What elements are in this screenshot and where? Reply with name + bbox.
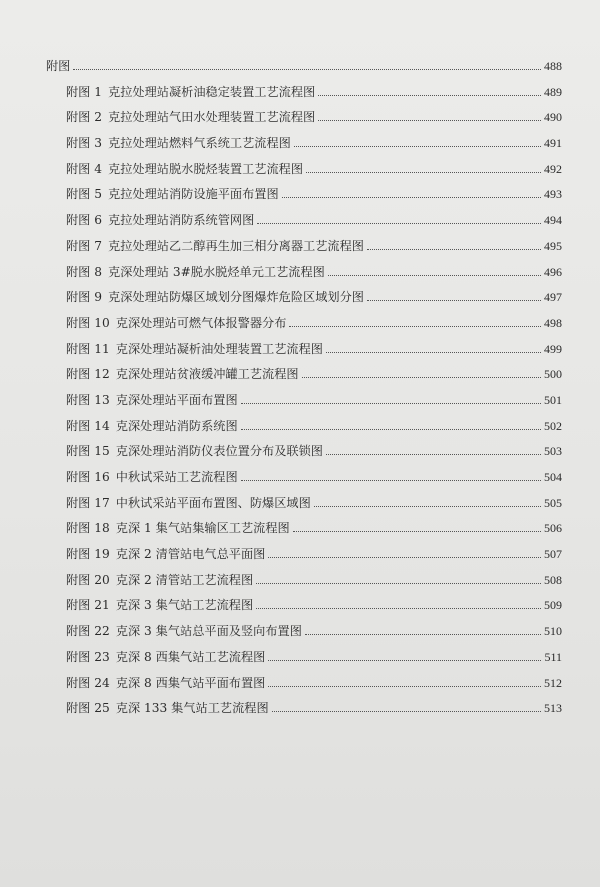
page-number: 507: [544, 547, 562, 562]
figure-title: 克深 133 集气站工艺流程图: [115, 701, 269, 716]
dot-leader: [326, 453, 541, 455]
figure-number: 附图 13: [66, 392, 110, 407]
dot-leader: [367, 299, 541, 301]
dot-leader: [318, 119, 541, 121]
toc-entry-label: [66, 187, 279, 201]
toc-entry[interactable]: [46, 458, 562, 484]
figure-number: 附图 4: [66, 161, 103, 176]
figure-title: 克深处理站防爆区域划分图爆炸危险区域划分图: [108, 290, 364, 305]
toc-entry-label: [66, 136, 291, 150]
toc-entry-label: [66, 624, 302, 638]
dot-leader: [268, 685, 541, 687]
figure-number: 附图 11: [66, 341, 110, 356]
toc-entry-label: [66, 342, 323, 356]
figure-title: 克深处理站消防系统图: [115, 418, 238, 433]
toc-entry[interactable]: [46, 381, 562, 407]
toc-entry-label: [66, 547, 265, 561]
figure-number: 附图 7: [66, 238, 103, 253]
dot-leader: [241, 428, 541, 430]
page-number: 496: [544, 264, 562, 279]
toc-entry[interactable]: [46, 535, 562, 561]
page-number: 494: [544, 213, 562, 228]
page-number: 504: [544, 470, 562, 484]
toc-entry[interactable]: [46, 664, 562, 690]
toc-entry-label: [66, 265, 325, 279]
toc-entry[interactable]: [46, 73, 562, 99]
toc-entry-label: [66, 444, 323, 458]
figure-number: 附图 20: [66, 572, 110, 587]
toc-entry-label: [66, 367, 299, 381]
figure-number: 附图 25: [66, 701, 110, 716]
figure-number: 附图 15: [66, 444, 110, 459]
dot-leader: [272, 710, 541, 712]
figure-title: 克深 1 集气站集输区工艺流程图: [115, 521, 290, 536]
figure-number: 附图 5: [66, 187, 103, 202]
page-number: 509: [544, 598, 562, 613]
dot-leader: [73, 68, 541, 70]
page-number: 490: [544, 110, 562, 125]
figure-number: 附图 10: [66, 315, 110, 330]
figure-title: 克深 8 西集气站工艺流程图: [115, 649, 266, 664]
toc-entry[interactable]: [46, 510, 562, 536]
dot-leader: [282, 196, 541, 198]
toc-entry[interactable]: [46, 279, 562, 305]
figure-title: 克深处理站消防仪表位置分布及联锁图: [115, 444, 323, 459]
figure-number: 附图 24: [66, 675, 110, 690]
toc-entry[interactable]: [46, 99, 562, 125]
toc-entry-label: [66, 393, 238, 407]
dot-leader: [293, 530, 541, 532]
figure-title: 克深处理站凝析油处理装置工艺流程图: [115, 341, 323, 356]
toc-entry[interactable]: [46, 587, 562, 613]
figure-number: 附图 2: [66, 110, 103, 125]
dot-leader: [302, 376, 541, 378]
toc-entry[interactable]: [46, 561, 562, 587]
dot-leader: [367, 248, 541, 250]
toc-entry[interactable]: [46, 150, 562, 176]
dot-leader: [268, 556, 541, 558]
toc-entry[interactable]: [46, 253, 562, 279]
dot-leader: [306, 171, 541, 173]
toc-entry-label: [66, 521, 290, 535]
toc-items-list: [46, 73, 562, 715]
toc-entry-label: [66, 419, 238, 433]
figure-number: 附图 22: [66, 624, 110, 639]
figure-number: 附图 9: [66, 290, 103, 305]
figure-title: 克拉处理站燃料气系统工艺流程图: [108, 136, 291, 151]
toc-entry[interactable]: [46, 407, 562, 433]
toc-entry-label: [66, 110, 315, 124]
toc-entry-label: [66, 650, 265, 664]
dot-leader: [318, 94, 541, 96]
figure-number: 附图 12: [66, 367, 110, 382]
toc-entry[interactable]: [46, 433, 562, 459]
page-number: 503: [544, 444, 562, 459]
figure-number: 附图 19: [66, 547, 110, 562]
page-number: 510: [544, 624, 562, 639]
dot-leader: [241, 479, 541, 481]
figure-number: 附图 23: [66, 649, 110, 664]
figure-number: 附图 8: [66, 264, 103, 279]
toc-entry-label: [66, 470, 238, 484]
toc-header-page: 488: [544, 59, 562, 73]
figure-title: 克拉处理站气田水处理装置工艺流程图: [108, 110, 316, 125]
dot-leader: [241, 402, 541, 404]
toc-entry-label: [66, 316, 286, 330]
toc-entry[interactable]: [46, 690, 562, 716]
toc-entry-label: [66, 676, 265, 690]
dot-leader: [314, 505, 541, 507]
figure-number: 附图 16: [66, 470, 110, 484]
toc-header-label: 附图: [46, 59, 71, 73]
dot-leader: [328, 274, 541, 276]
page-number: 500: [544, 367, 562, 382]
page-number: 512: [544, 675, 562, 690]
dot-leader: [294, 145, 541, 147]
figure-number: 附图 6: [66, 213, 103, 228]
page-number: 498: [544, 315, 562, 330]
page-number: 495: [544, 238, 562, 253]
dot-leader: [289, 325, 541, 327]
toc-entry-label: [66, 213, 254, 227]
figure-title: 克拉处理站凝析油稳定装置工艺流程图: [108, 84, 316, 99]
table-of-contents: [46, 46, 562, 715]
page-number: 492: [544, 161, 562, 176]
figure-title: 克深处理站 3#脱水脱烃单元工艺流程图: [108, 264, 325, 279]
toc-entry-label: [66, 496, 311, 510]
toc-entry-label: [66, 162, 303, 176]
toc-entry[interactable]: [46, 124, 562, 150]
toc-header-row[interactable]: [46, 46, 562, 73]
page-number: 511: [544, 649, 562, 664]
figure-title: 克深处理站可燃气体报警器分布: [115, 315, 287, 330]
toc-entry-label: [66, 701, 269, 715]
page-number: 513: [544, 701, 562, 716]
figure-title: 克拉处理站消防系统管网图: [108, 213, 255, 228]
dot-leader: [326, 351, 541, 353]
toc-entry[interactable]: [46, 176, 562, 202]
figure-title: 中秋试采站平面布置图、防爆区域图: [115, 495, 311, 510]
dot-leader: [305, 633, 541, 635]
figure-title: 克拉处理站乙二醇再生加三相分离器工艺流程图: [108, 238, 364, 253]
figure-title: 克深 2 清管站工艺流程图: [115, 572, 254, 587]
toc-entry-label: [66, 290, 364, 304]
figure-number: 附图 14: [66, 418, 110, 433]
toc-entry[interactable]: [46, 612, 562, 638]
toc-entry[interactable]: [46, 638, 562, 664]
figure-number: 附图 3: [66, 136, 103, 151]
figure-number: 附图 21: [66, 598, 110, 613]
figure-title: 克深 2 清管站电气总平面图: [115, 547, 266, 562]
toc-entry[interactable]: [46, 201, 562, 227]
toc-entry-label: [66, 573, 253, 587]
figure-title: 克深处理站平面布置图: [115, 392, 238, 407]
figure-title: 克拉处理站消防设施平面布置图: [108, 187, 279, 202]
figure-title: 克深 3 集气站工艺流程图: [115, 598, 254, 613]
toc-entry-label: [66, 598, 253, 612]
dot-leader: [268, 659, 541, 661]
figure-number: 附图 1: [66, 84, 103, 99]
page-number: 493: [544, 187, 562, 202]
page-number: 489: [544, 84, 562, 99]
figure-title: 中秋试采站工艺流程图: [115, 470, 238, 484]
toc-entry-label: [66, 239, 364, 253]
page-number: 502: [544, 418, 562, 433]
figure-title: 克深 8 西集气站平面布置图: [115, 675, 266, 690]
page-number: 499: [544, 341, 562, 356]
figure-title: 克深 3 集气站总平面及竖向布置图: [115, 624, 302, 639]
page-number: 491: [544, 136, 562, 151]
page-number: 505: [544, 495, 562, 510]
toc-entry[interactable]: [46, 330, 562, 356]
figure-number: 附图 17: [66, 495, 110, 510]
figure-title: 克拉处理站脱水脱烃装置工艺流程图: [108, 161, 304, 176]
page-number: 508: [544, 572, 562, 587]
dot-leader: [256, 607, 541, 609]
figure-title: 克深处理站贫液缓冲罐工艺流程图: [115, 367, 299, 382]
page-number: 506: [544, 521, 562, 536]
toc-entry[interactable]: [46, 227, 562, 253]
dot-leader: [256, 582, 541, 584]
toc-entry[interactable]: [46, 304, 562, 330]
page-number: 501: [544, 392, 562, 407]
dot-leader: [257, 222, 541, 224]
toc-entry[interactable]: [46, 484, 562, 510]
figure-number: 附图 18: [66, 521, 110, 536]
toc-entry-label: [66, 85, 315, 99]
toc-entry[interactable]: [46, 356, 562, 382]
page-number: 497: [544, 290, 562, 305]
